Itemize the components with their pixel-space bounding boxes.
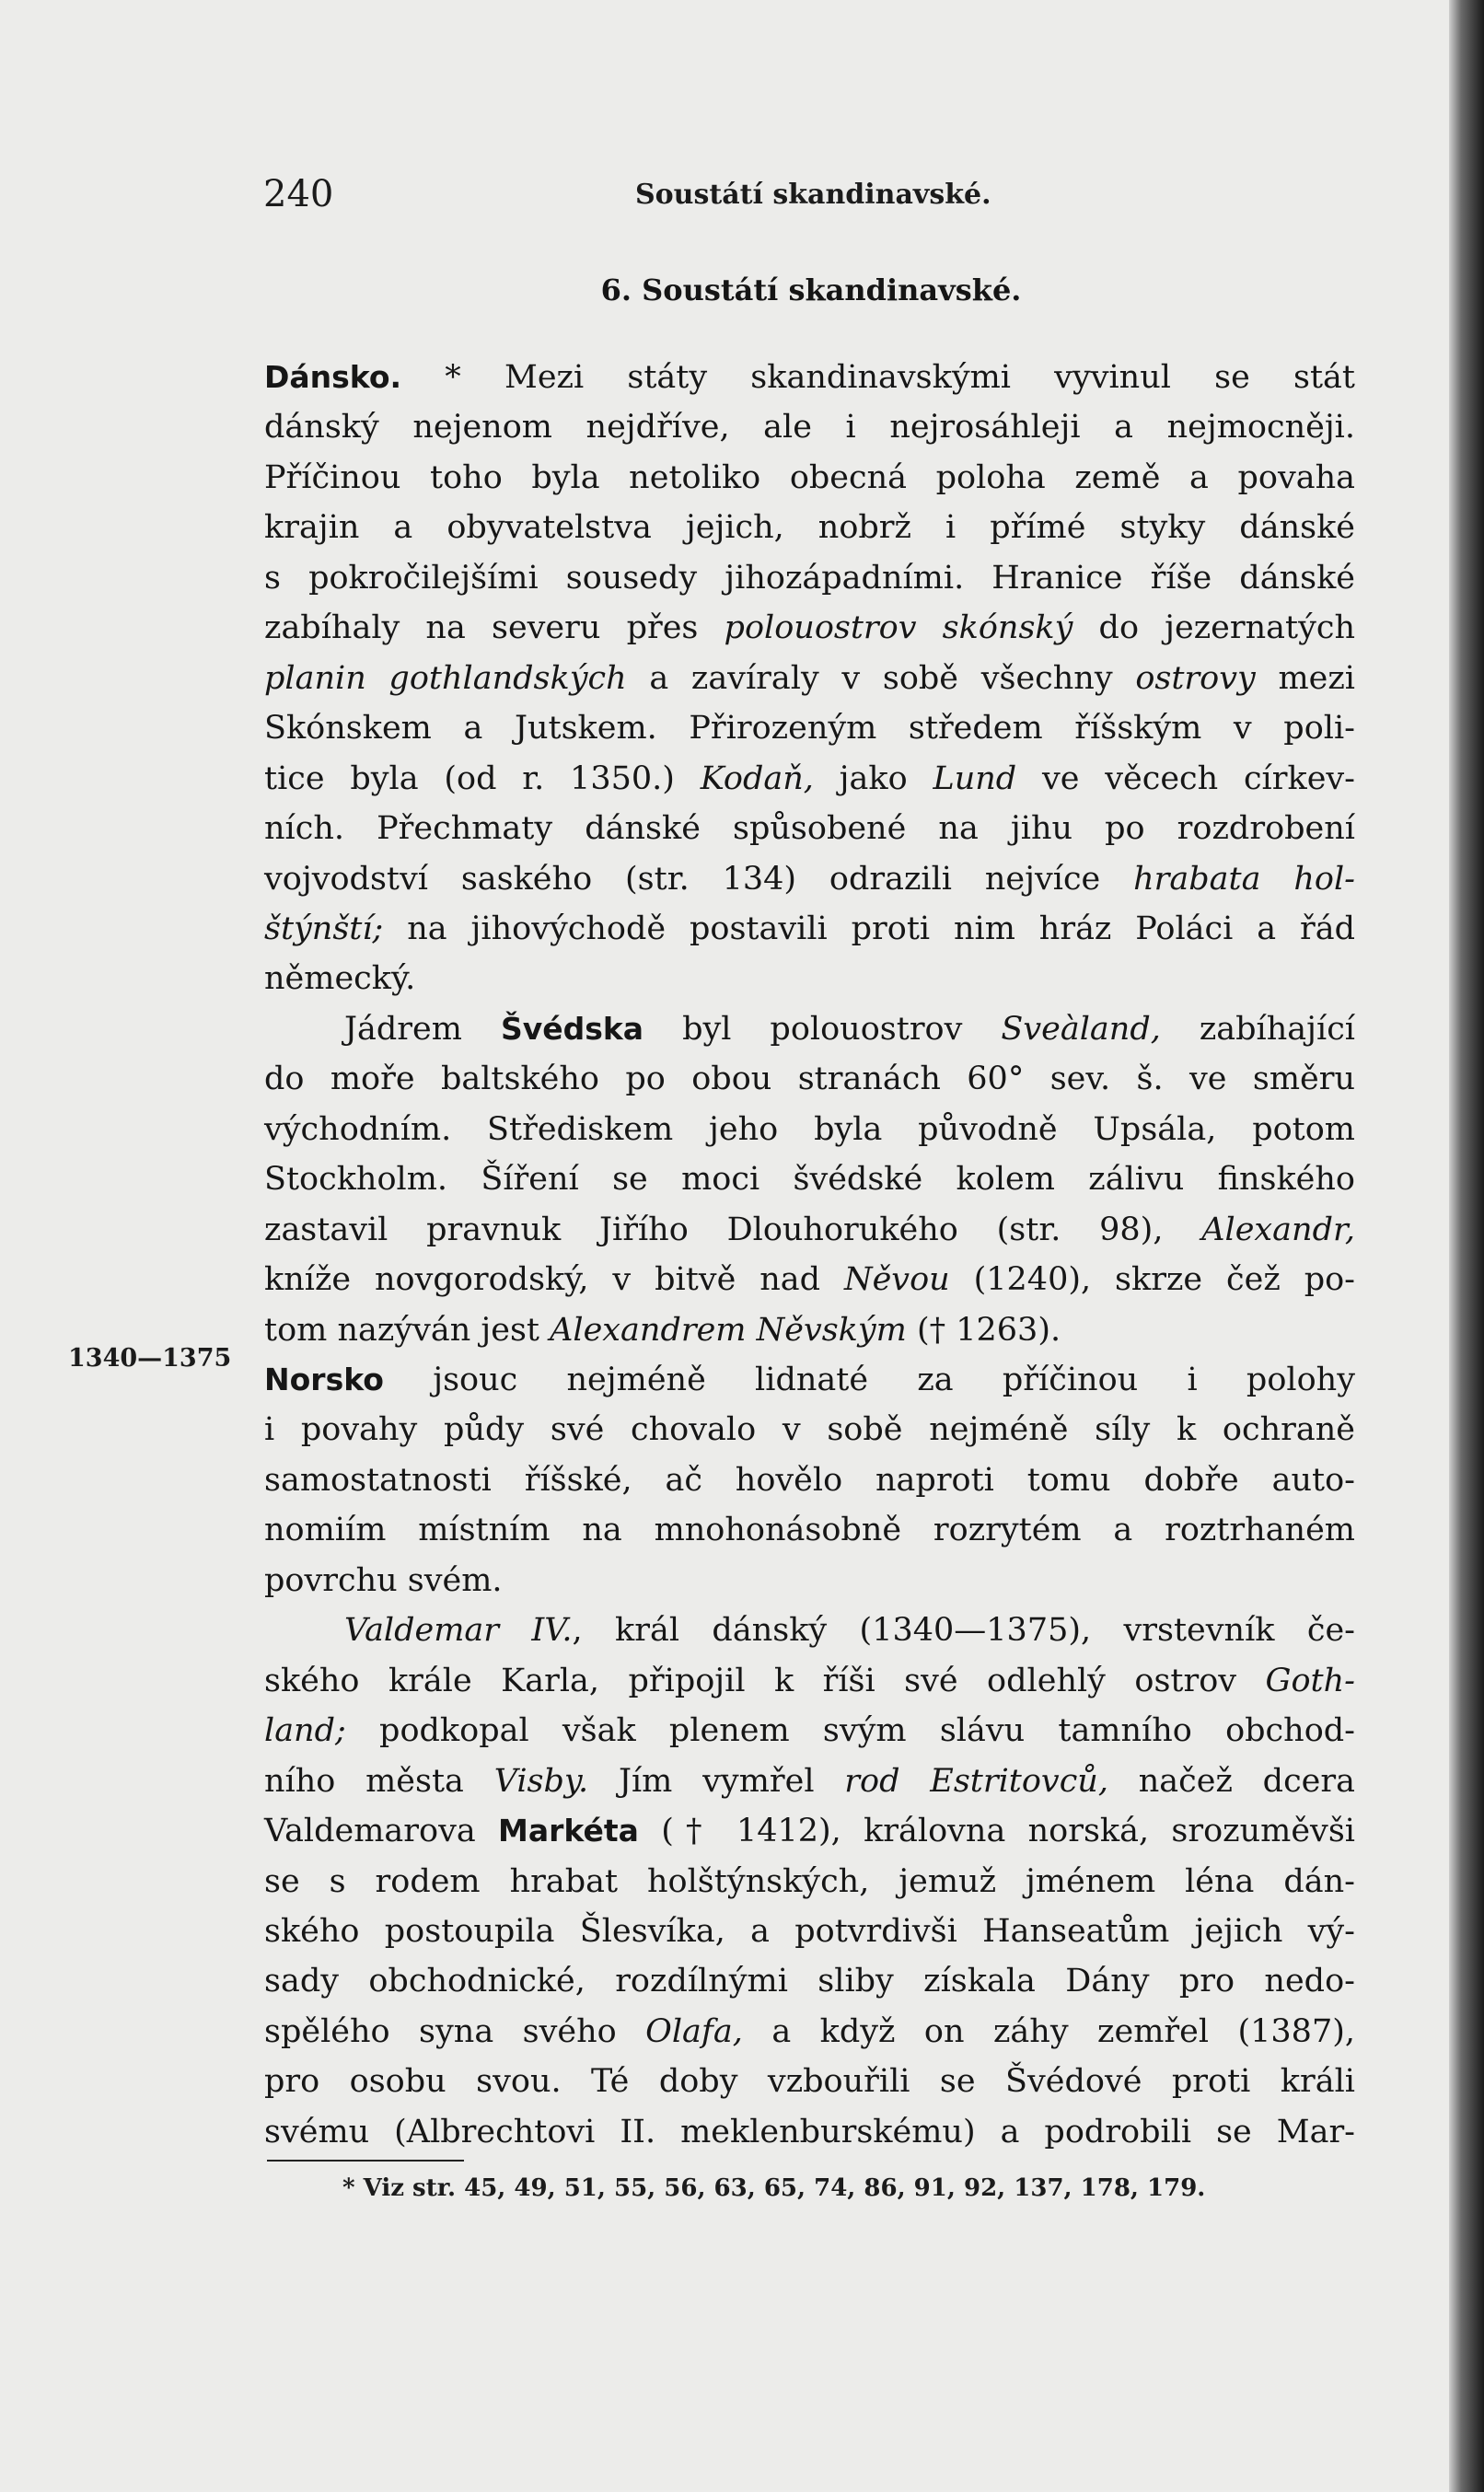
text-line bbox=[264, 403, 1355, 451]
text-line bbox=[344, 1606, 1355, 1654]
text-line bbox=[264, 1206, 1355, 1254]
text-run: Příčinou toho byla netoliko obecná poloha země a povaha bbox=[264, 458, 1355, 496]
text-run: Stockholm. Šíření se moci švédské kolem zálivu finského bbox=[264, 1161, 1355, 1199]
text-run: († 1263). bbox=[906, 1311, 1061, 1349]
text-run: ního města bbox=[264, 1762, 494, 1800]
text-line bbox=[264, 1707, 1355, 1755]
text-run: jsouc nejméně lidnaté za příčinou i polohy bbox=[383, 1362, 1355, 1398]
text-run: vojvodství saského (str. 134) odrazili nejvíce bbox=[264, 860, 1134, 898]
text-line bbox=[264, 955, 1355, 1003]
text-line bbox=[264, 354, 1355, 401]
text-line bbox=[264, 2008, 1355, 2056]
footnote: * Viz str. 45, 49, 51, 55, 56, 63, 65, 74, 86, 91, 92, 137, 178, 179. bbox=[342, 2174, 1206, 2202]
text-run: s pokročilejšími sousedy jihozápadními. Hranice říše dánské bbox=[264, 559, 1355, 597]
text-run: do moře baltského po obou stranách 60° sev. š. ve směru bbox=[264, 1061, 1355, 1098]
text-run: mezi bbox=[1255, 659, 1355, 697]
text-line bbox=[264, 1306, 1355, 1354]
page-number: 240 bbox=[263, 173, 334, 215]
italic-term: Lund bbox=[933, 759, 1017, 797]
italic-term: Alexandrem Něvským bbox=[550, 1311, 907, 1349]
bold-term: Švédska bbox=[500, 1010, 644, 1047]
bold-term: Dánsko. bbox=[264, 359, 402, 395]
text-run: * Mezi státy skandinavskými vyvinul se stát bbox=[401, 359, 1355, 396]
text-line bbox=[264, 1256, 1355, 1304]
text-line bbox=[264, 1456, 1355, 1504]
text-line bbox=[264, 704, 1355, 752]
text-run: svému (Albrechtovi II. meklenburskému) a podrobili se Mar- bbox=[264, 2113, 1355, 2150]
text-run: do jezernatých bbox=[1072, 609, 1356, 647]
text-line bbox=[264, 504, 1355, 551]
text-line bbox=[264, 1155, 1355, 1203]
text-run: tice byla (od r. 1350.) bbox=[264, 759, 701, 797]
text-run: dánský nejenom nejdříve, ale i nejrosáhleji a nejmocněji. bbox=[264, 409, 1355, 446]
italic-term: Kodaň, bbox=[700, 759, 814, 797]
text-line bbox=[264, 1858, 1355, 1906]
section-title: 6. Soustátí skandinavské. bbox=[600, 272, 1022, 307]
text-run: načež dcera bbox=[1107, 1762, 1355, 1800]
text-line bbox=[264, 1957, 1355, 2005]
text-line bbox=[264, 905, 1355, 953]
page-header bbox=[263, 173, 1359, 219]
text-run: na jihovýchodě postavili proti nim hráz Poláci a řád bbox=[383, 910, 1355, 947]
text-run: (1240), skrze čež po- bbox=[949, 1261, 1356, 1299]
text-run: Valdemarova bbox=[264, 1813, 499, 1850]
italic-term: Valdemar IV. bbox=[344, 1612, 573, 1650]
text-line bbox=[264, 655, 1355, 702]
text-line bbox=[264, 604, 1355, 652]
bold-term: Markéta bbox=[498, 1813, 639, 1849]
text-run: i povahy půdy své chovalo v sobě nejméně síly k ochraně bbox=[264, 1411, 1355, 1449]
text-run: nomiím místním na mnohonásobně rozrytém a roztrhaném bbox=[264, 1512, 1355, 1549]
book-spine-shadow bbox=[1449, 0, 1484, 2492]
text-run: ského krále Karla, připojil k říši své odlehlý ostrov bbox=[264, 1662, 1266, 1699]
text-run: krajin a obyvatelstva jejich, nobrž i přímé styky dánské bbox=[264, 509, 1355, 547]
text-line bbox=[264, 1757, 1355, 1805]
italic-term: polouostrov skónský bbox=[724, 609, 1073, 647]
text-run: samostatnosti říšské, ač hovělo naproti tomu dobře auto- bbox=[264, 1461, 1355, 1499]
text-run: Jádrem bbox=[344, 1010, 501, 1048]
text-line bbox=[264, 1506, 1355, 1554]
text-line bbox=[264, 1406, 1355, 1454]
text-run: ského postoupila Šlesvíka, a potvrdivši Hanseatům jejich vý- bbox=[264, 1912, 1355, 1950]
italic-term: Něvou bbox=[843, 1261, 950, 1299]
bold-term: Norsko bbox=[264, 1362, 384, 1397]
text-run: východním. Střediskem jeho byla původně Upsála, potom bbox=[264, 1110, 1355, 1148]
text-run: ních. Přechmaty dánské spůsobené na jihu po rozdrobení bbox=[264, 810, 1355, 848]
italic-term: ostrovy bbox=[1135, 659, 1256, 697]
text-run: pro osobu svou. Té doby vzbouřili se Švédové proti králi bbox=[264, 2063, 1355, 2101]
text-run: zastavil pravnuk Jiřího Dlouhorukého (str. 98), bbox=[264, 1211, 1202, 1248]
text-line bbox=[264, 2057, 1355, 2105]
text-line bbox=[264, 1055, 1355, 1103]
italic-term: land; bbox=[264, 1712, 346, 1750]
text-run: sady obchodnické, rozdílnými sliby získala Dány pro nedo- bbox=[264, 1963, 1355, 2000]
text-line bbox=[264, 1907, 1355, 1955]
italic-term: rod Estritovců, bbox=[844, 1762, 1108, 1800]
text-run: a když on záhy zemřel (1387), bbox=[742, 2012, 1355, 2050]
footnote-rule bbox=[267, 2160, 464, 2162]
italic-term: Goth- bbox=[1265, 1662, 1355, 1699]
running-head: Soustátí skandinavské. bbox=[635, 179, 991, 211]
text-run: Skónskem a Jutskem. Přirozeným středem říšským v poli- bbox=[264, 710, 1355, 748]
text-run: ve věcech církev- bbox=[1016, 759, 1356, 797]
text-run: německý. bbox=[264, 960, 416, 998]
text-run: se s rodem hrabat holštýnských, jemuž jménem léna dán- bbox=[264, 1862, 1355, 1900]
text-line bbox=[264, 755, 1355, 803]
italic-term: štýnští; bbox=[264, 910, 384, 947]
text-run: jako bbox=[813, 759, 933, 797]
italic-term: Olafa, bbox=[645, 2012, 743, 2050]
text-run: zabíhající bbox=[1160, 1010, 1356, 1048]
text-run: († 1412), královna norská, srozuměvši bbox=[638, 1813, 1355, 1850]
italic-term: hrabata hol- bbox=[1133, 860, 1355, 898]
margin-note-years: 1340—1375 bbox=[68, 1344, 232, 1373]
italic-term: Visby. bbox=[493, 1762, 589, 1800]
text-run: povrchu svém. bbox=[264, 1561, 503, 1599]
text-run: Jím vymřel bbox=[588, 1762, 845, 1800]
text-run: zabíhaly na severu přes bbox=[264, 609, 725, 647]
text-line bbox=[264, 554, 1355, 602]
text-line bbox=[264, 1807, 1355, 1855]
italic-term: Sveàland, bbox=[1001, 1010, 1161, 1048]
text-line bbox=[264, 454, 1355, 502]
text-line bbox=[264, 2108, 1355, 2156]
text-run: byl polouostrov bbox=[643, 1010, 1002, 1048]
text-run: kníže novgorodský, v bitvě nad bbox=[264, 1261, 844, 1299]
text-run: tom nazýván jest bbox=[264, 1311, 551, 1349]
text-line bbox=[264, 855, 1355, 903]
italic-term: Alexandr, bbox=[1201, 1211, 1355, 1248]
text-run: spělého syna svého bbox=[264, 2012, 646, 2050]
text-line bbox=[264, 805, 1355, 852]
text-line bbox=[264, 1557, 1355, 1605]
text-line bbox=[264, 1657, 1355, 1705]
text-run: a zavíraly v sobě všechny bbox=[626, 659, 1136, 697]
text-line bbox=[344, 1005, 1355, 1053]
text-line bbox=[264, 1106, 1355, 1153]
italic-term: planin gothlandských bbox=[264, 659, 627, 697]
text-run: , král dánský (1340—1375), vrstevník če- bbox=[572, 1612, 1355, 1650]
text-line bbox=[264, 1356, 1355, 1404]
text-run: podkopal však plenem svým slávu tamního obchod- bbox=[345, 1712, 1355, 1750]
